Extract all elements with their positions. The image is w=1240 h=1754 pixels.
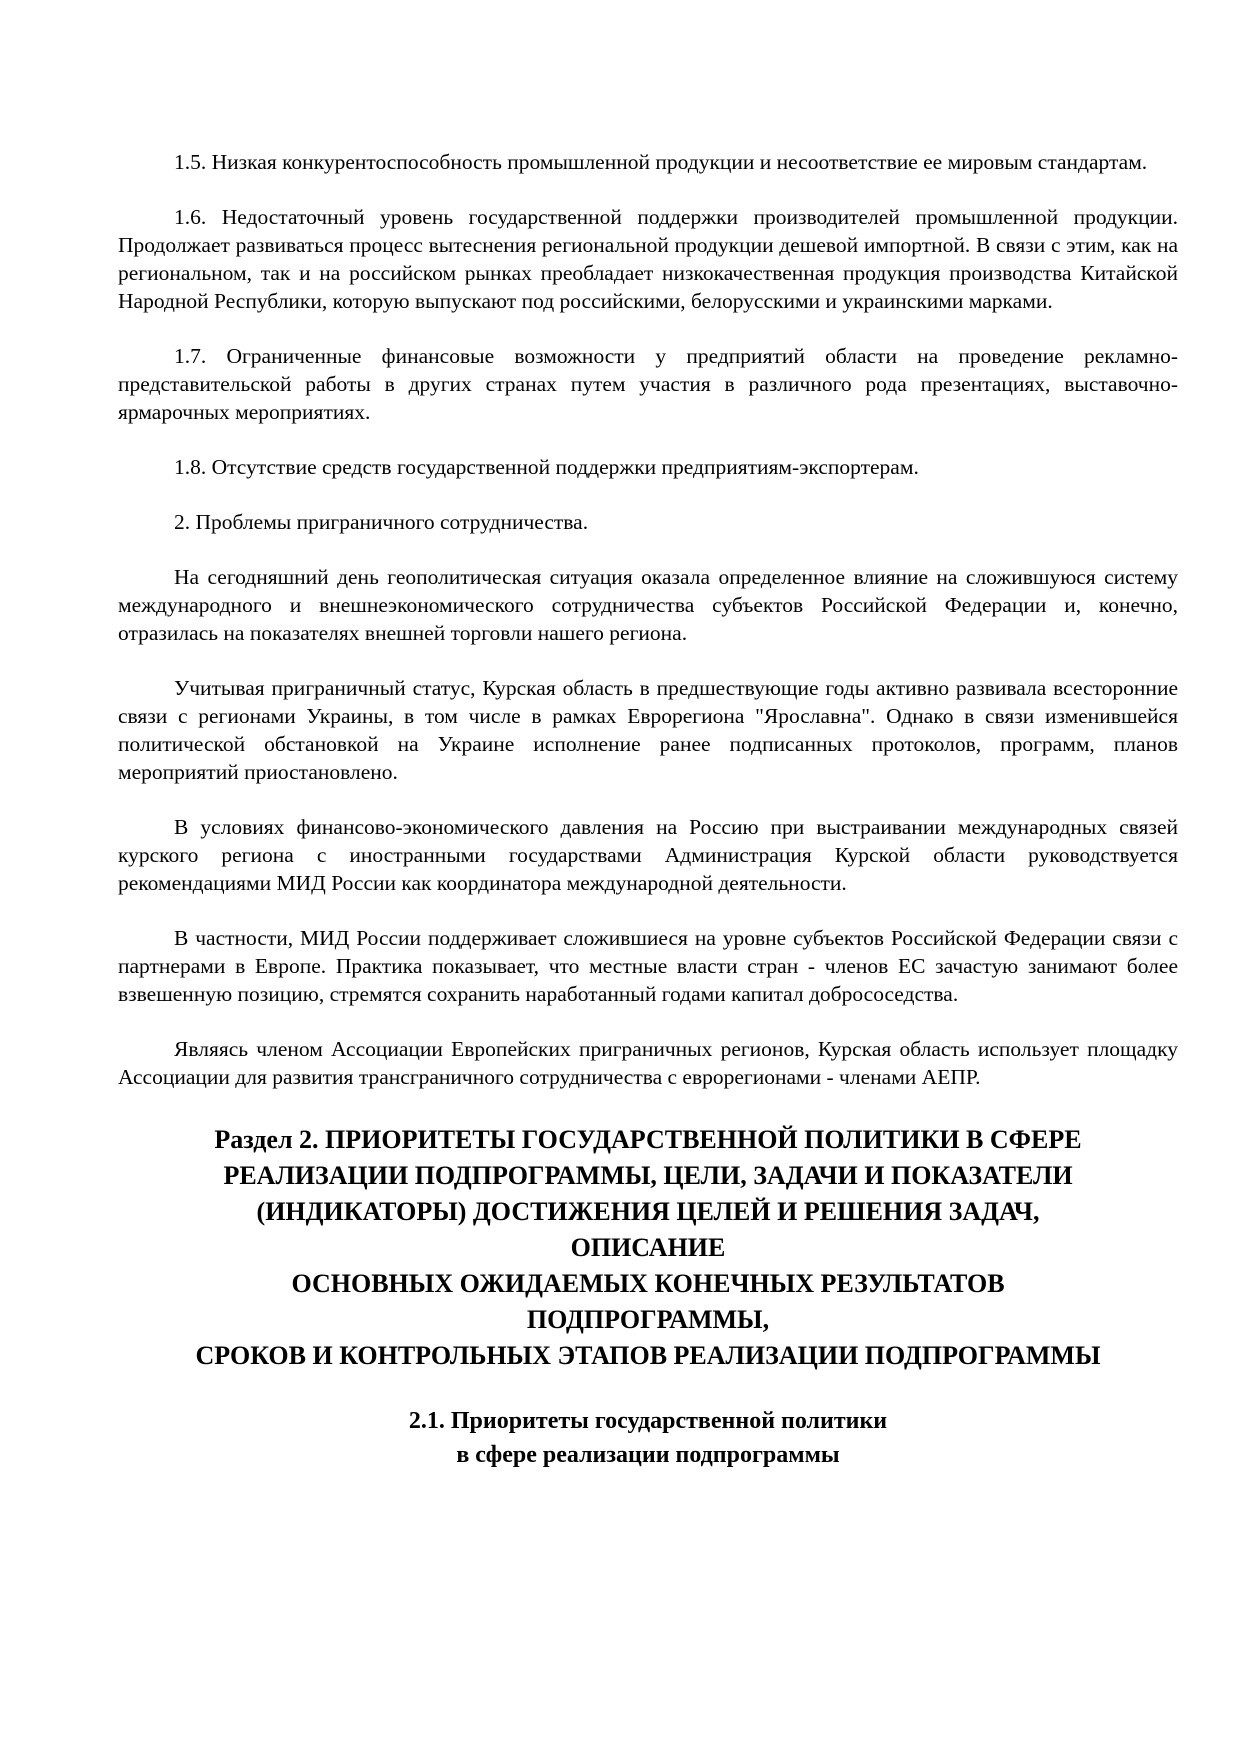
section-heading-line: (ИНДИКАТОРЫ) ДОСТИЖЕНИЯ ЦЕЛЕЙ И РЕШЕНИЯ ЗАДАЧ,: [256, 1197, 1040, 1226]
section-heading-line: ОСНОВНЫХ ОЖИДАЕМЫХ КОНЕЧНЫХ РЕЗУЛЬТАТОВ: [291, 1269, 1005, 1298]
section-heading-line: ОПИСАНИЕ: [570, 1233, 726, 1262]
section-2-heading: [118, 1122, 1178, 1374]
paragraph-1-5: 1.5. Низкая конкурентоспособность промышленной продукции и несоответствие ее мировым стандартам.: [174, 150, 1148, 174]
subsection-heading-line: 2.1. Приоритеты государственной политики: [408, 1408, 888, 1434]
document-body: [118, 148, 1178, 1472]
paragraph-aebr-membership: Являясь членом Ассоциации Европейских приграничных регионов, Курская область использует площадку Ассоциации для развития трансграничного сотрудничества с еврорегионами - членами АЕПР.: [118, 1037, 1178, 1089]
paragraph-sanctions-pressure: В условиях финансово-экономического давления на Россию при выстраивании международных связей курского региона с иностранными государствами Администрация Курской области руководствуется рекомендациями МИД России как координатора международной деятельности.: [118, 815, 1178, 895]
subsection-2-1-heading: [118, 1404, 1178, 1472]
paragraph-1-6: 1.6. Недостаточный уровень государственной поддержки производителей промышленной продукции. Продолжает развиваться процесс вытеснения региональной продукции дешевой импортной. В связи с этим, как на региональном, так и на российском рынках преобладает низкокачественная продукция производства Китайской Народной Республики, которую выпускают под российскими, белорусскими и украинскими марками.: [118, 205, 1178, 313]
paragraph-2-border-problems: 2. Проблемы приграничного сотрудничества.: [174, 510, 589, 534]
paragraph-mfa-support: В частности, МИД России поддерживает сложившиеся на уровне субъектов Российской Федерации связи с партнерами в Европе. Практика показывает, что местные власти стран - членов ЕС зачастую занимают более взвешенную позицию, стремятся сохранить наработанный годами капитал добрососедства.: [118, 926, 1178, 1006]
section-heading-line: Раздел 2. ПРИОРИТЕТЫ ГОСУДАРСТВЕННОЙ ПОЛИТИКИ В СФЕРЕ: [214, 1125, 1082, 1154]
paragraph-1-7: 1.7. Ограниченные финансовые возможности у предприятий области на проведение рекламно-представительской работы в других странах путем участия в различного рода презентациях, выставочно-ярмарочных мероприятиях.: [118, 344, 1178, 424]
section-heading-line: ПОДПРОГРАММЫ,: [526, 1305, 770, 1334]
paragraph-border-status: Учитывая приграничный статус, Курская область в предшествующие годы активно развивала всесторонние связи с регионами Украины, в том числе в рамках Еврорегиона "Ярославна". Однако в связи изменившейся политической обстановкой на Украине исполнение ранее подписанных протоколов, программ, планов мероприятий приостановлено.: [118, 676, 1178, 784]
section-heading-line: СРОКОВ И КОНТРОЛЬНЫХ ЭТАПОВ РЕАЛИЗАЦИИ ПОДПРОГРАММЫ: [195, 1341, 1101, 1370]
section-heading-line: РЕАЛИЗАЦИИ ПОДПРОГРАММЫ, ЦЕЛИ, ЗАДАЧИ И ПОКАЗАТЕЛИ: [223, 1161, 1073, 1190]
paragraph-geopolitics: На сегодняшний день геополитическая ситуация оказала определенное влияние на сложившуюся систему международного и внешнеэкономического сотрудничества субъектов Российской Федерации и, конечно, отразилась на показателях внешней торговли нашего региона.: [118, 565, 1178, 645]
subsection-heading-line: в сфере реализации подпрограммы: [456, 1442, 840, 1468]
paragraph-1-8: 1.8. Отсутствие средств государственной поддержки предприятиям-экспортерам.: [174, 455, 919, 479]
